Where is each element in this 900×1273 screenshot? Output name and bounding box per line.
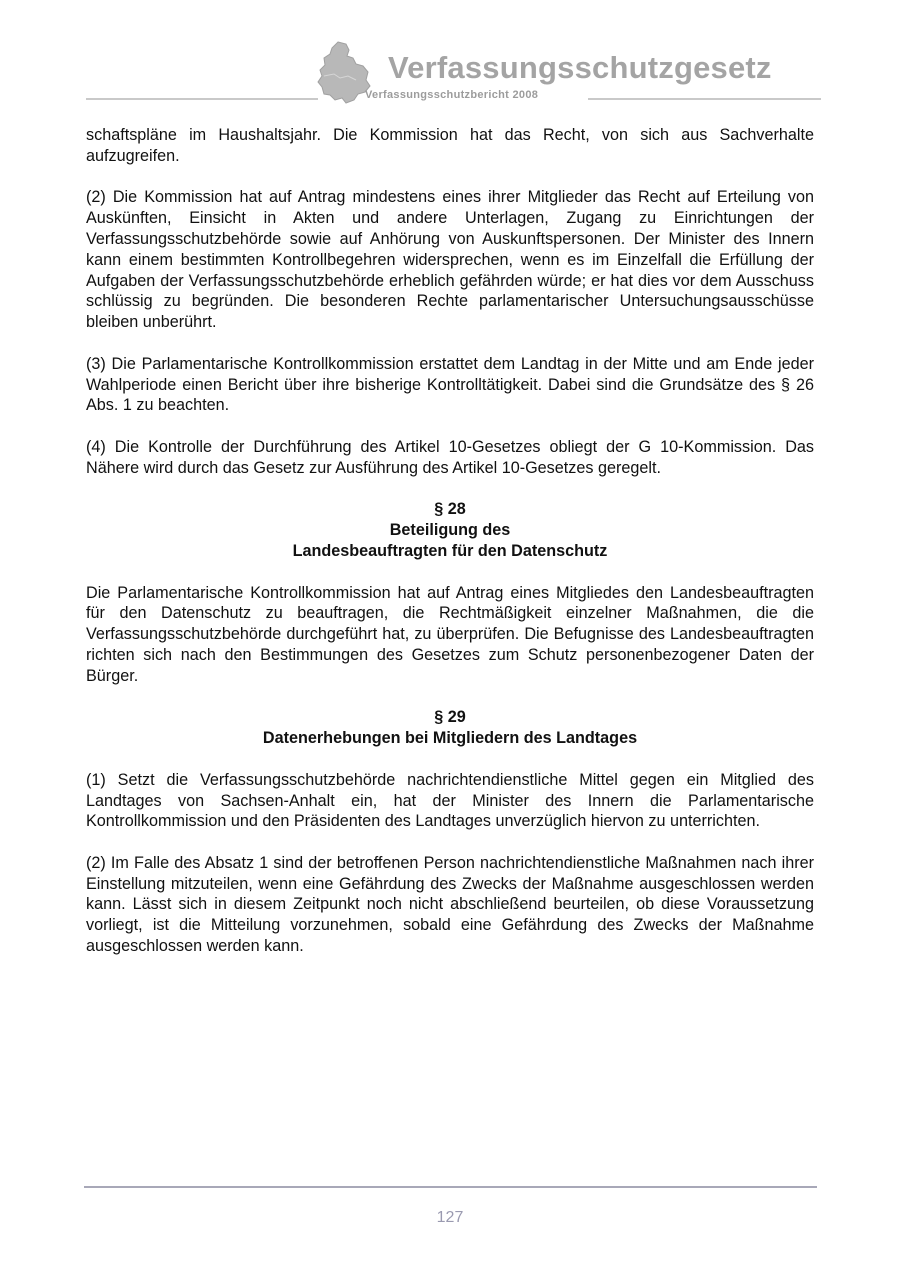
section-29-heading: [86, 707, 814, 749]
header-rule-right: [588, 98, 821, 100]
section-29-number: § 29: [434, 708, 466, 727]
section-28-title-line1: Beteiligung des: [389, 521, 511, 540]
paragraph-27-2: (2) Die Kommission hat auf Antrag mindestens eines ihrer Mitglieder das Recht auf Erteilung von Auskünften, Einsicht in Akten und andere Unterlagen, Zugang zu Einrichtungen der Verfassungsschutzbehörde sowie auf Anhörung von Auskunftspersonen. Der Minister des Innern kann einem bestimmten Kontrollbegehren widersprechen, wenn es im Einzelfall die Erfüllung der Aufgaben der Verfassungsschutzbehörde erheblich gefährden würde; er hat dies vor dem Ausschuss schlüssig zu begründen. Die besonderen Rechte parlamentarischer Untersuchungsausschüsse bleiben unberührt.: [86, 188, 814, 332]
header-title: Verfassungsschutzgesetz: [388, 50, 772, 85]
page-number: 127: [436, 1209, 464, 1226]
state-map-icon: [316, 40, 372, 106]
paragraph-27-3: (3) Die Parlamentarische Kontrollkommission erstattet dem Landtag in der Mitte und am Ende jeder Wahlperiode einen Bericht über ihre bisherige Kontrolltätigkeit. Dabei sind die Grundsätze des § 26 Abs. 1 zu beachten.: [86, 354, 814, 415]
paragraph-29-1: (1) Setzt die Verfassungsschutzbehörde nachrichtendienstliche Mittel gegen ein Mitglied des Landtages von Sachsen-Anhalt ein, hat der Minister des Innern die Parlamentarische Kontrollkommission und den Präsidenten des Landtages unverzüglich hiervon zu unterrichten.: [86, 770, 814, 831]
page-header: [0, 0, 900, 110]
footer-rule: [84, 1186, 817, 1188]
section-28-heading: [86, 499, 814, 561]
paragraph-intro: schaftspläne im Haushaltsjahr. Die Kommission hat das Recht, von sich aus Sachverhalte aufzugreifen.: [86, 126, 814, 165]
paragraph-29-2: (2) Im Falle des Absatz 1 sind der betroffenen Person nachrichtendienstliche Maßnahmen nach ihrer Einstellung mitzuteilen, wenn eine Gefährdung des Zwecks der Maßnahme ausgeschlossen werden kann. Lässt sich in diesem Zeitpunkt noch nicht abschließend beurteilen, ob diese Voraussetzung vorliegt, ist die Mitteilung vorzunehmen, sobald eine Gefährdung des Zwecks der Maßnahme ausgeschlossen werden kann.: [86, 853, 814, 956]
header-subtitle: Verfassungsschutzbericht 2008: [365, 89, 539, 101]
paragraph-27-4: (4) Die Kontrolle der Durchführung des Artikel 10-Gesetzes obliegt der G 10-Kommission. Das Nähere wird durch das Gesetz zur Ausführung des Artikel 10-Gesetzes geregelt.: [86, 437, 814, 477]
page-body: [86, 125, 814, 978]
section-28-title-line2: Landesbeauftragten für den Datenschutz: [292, 541, 608, 560]
header-rule-left: [86, 98, 318, 100]
section-28-number: § 28: [434, 500, 466, 519]
paragraph-28-1: Die Parlamentarische Kontrollkommission hat auf Antrag eines Mitgliedes den Landesbeauftragten für den Datenschutz zu beauftragen, die Rechtmäßigkeit einzelner Maßnahmen, die die Verfassungsschutzbehörde durchgeführt hat, zu überprüfen. Die Befugnisse des Landesbeauftragten richten sich nach den Bestimmungen des Gesetzes zum Schutz personenbezogener Daten der Bürger.: [86, 583, 814, 685]
section-29-title-line1: Datenerhebungen bei Mitgliedern des Landtages: [262, 729, 638, 748]
